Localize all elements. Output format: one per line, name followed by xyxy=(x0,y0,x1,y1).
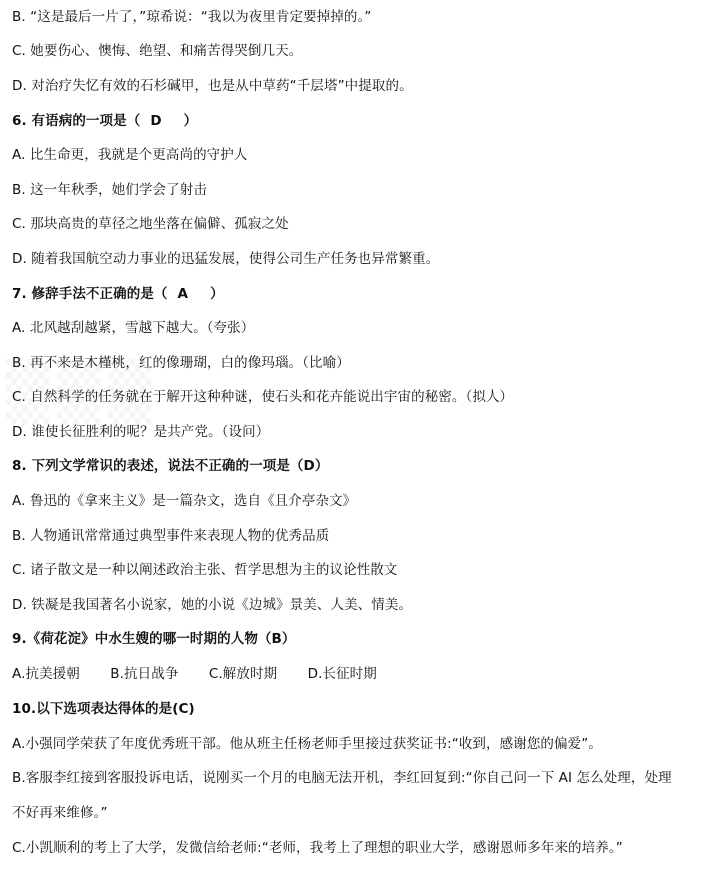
q7-option-b: B. 再不来是木槿桃，红的像珊瑚，白的像玛瑙。（比喻） xyxy=(12,355,350,371)
q7-option-a: A. 北风越刮越紧，雪越下越大。（夸张） xyxy=(12,320,255,336)
question-6-text: 6. 有语病的一项是（ xyxy=(12,113,141,129)
question-7-answer: A xyxy=(177,286,189,302)
q9-option-d: D.长征时期 xyxy=(307,666,377,682)
question-6-close: ） xyxy=(183,113,198,129)
q5-option-d: D. 对治疗失忆有效的石杉碱甲，也是从中草药“千层塔”中提取的。 xyxy=(12,78,413,94)
q9-options xyxy=(12,664,706,684)
q5-option-c: C. 她要伤心、懊悔、绝望、和痛苦得哭倒几天。 xyxy=(12,43,303,59)
q10-option-b: B.客服李红接到客服投诉电话，说刚买一个月的电脑无法开机，李红回复到:“你自己问一下 AI 怎么处理，处理 xyxy=(12,770,672,786)
q6-option-a: A. 比生命更，我就是个更高尚的守护人 xyxy=(12,147,248,163)
q6-option-d: D. 随着我国航空动力事业的迅猛发展，使得公司生产任务也异常繁重。 xyxy=(12,251,440,267)
q6-option-c: C. 那块高贵的草径之地坐落在偏僻、孤寂之处 xyxy=(12,216,289,232)
q5-option-b: B. “这是最后一片了，”琼希说：“我以为夜里肯定要掉掉的。” xyxy=(12,9,372,25)
q10-option-a: A.小强同学荣获了年度优秀班干部。他从班主任杨老师手里接过获奖证书:“收到，感谢您的偏爱”。 xyxy=(12,736,602,752)
question-8: 8. 下列文学常识的表述，说法不正确的一项是（D） xyxy=(12,458,329,474)
question-6 xyxy=(12,111,706,131)
question-7 xyxy=(12,284,706,304)
q10-option-c: C.小凯顺利的考上了大学，发微信给老师:“老师，我考上了理想的职业大学，感谢恩师多年来的培养。” xyxy=(12,840,623,856)
question-6-answer: D xyxy=(150,113,162,129)
q8-option-b: B. 人物通讯常常通过典型事件来表现人物的优秀品质 xyxy=(12,528,330,544)
question-7-close: ） xyxy=(210,286,224,302)
question-7-text: 7. 修辞手法不正确的是（ xyxy=(12,286,168,302)
q6-option-b: B. 这一年秋季，她们学会了射击 xyxy=(12,182,207,198)
q10-option-b-continued: 不好再来维修。” xyxy=(12,805,108,821)
q9-option-c: C.解放时期 xyxy=(208,666,278,682)
q9-option-b: B.抗日战争 xyxy=(110,666,179,682)
q7-option-c: C. 自然科学的任务就在于解开这种种谜，使石头和花卉能说出宇宙的秘密。（拟人） xyxy=(12,389,514,405)
question-10: 10.以下选项表达得体的是(C) xyxy=(12,701,195,717)
question-9: 9.《荷花淀》中水生嫂的哪一时期的人物（B） xyxy=(12,631,296,647)
q8-option-a: A. 鲁迅的《拿来主义》是一篇杂文，选自《且介亭杂文》 xyxy=(12,493,357,509)
q7-option-d: D. 谁使长征胜利的呢？是共产党。（设问） xyxy=(12,424,270,440)
q8-option-d: D. 铁凝是我国著名小说家，她的小说《边城》景美、人美、情美。 xyxy=(12,597,413,613)
q8-option-c: C. 诸子散文是一种以阐述政治主张、哲学思想为主的议论性散文 xyxy=(12,562,398,578)
q9-option-a: A.抗美援朝 xyxy=(12,666,80,682)
